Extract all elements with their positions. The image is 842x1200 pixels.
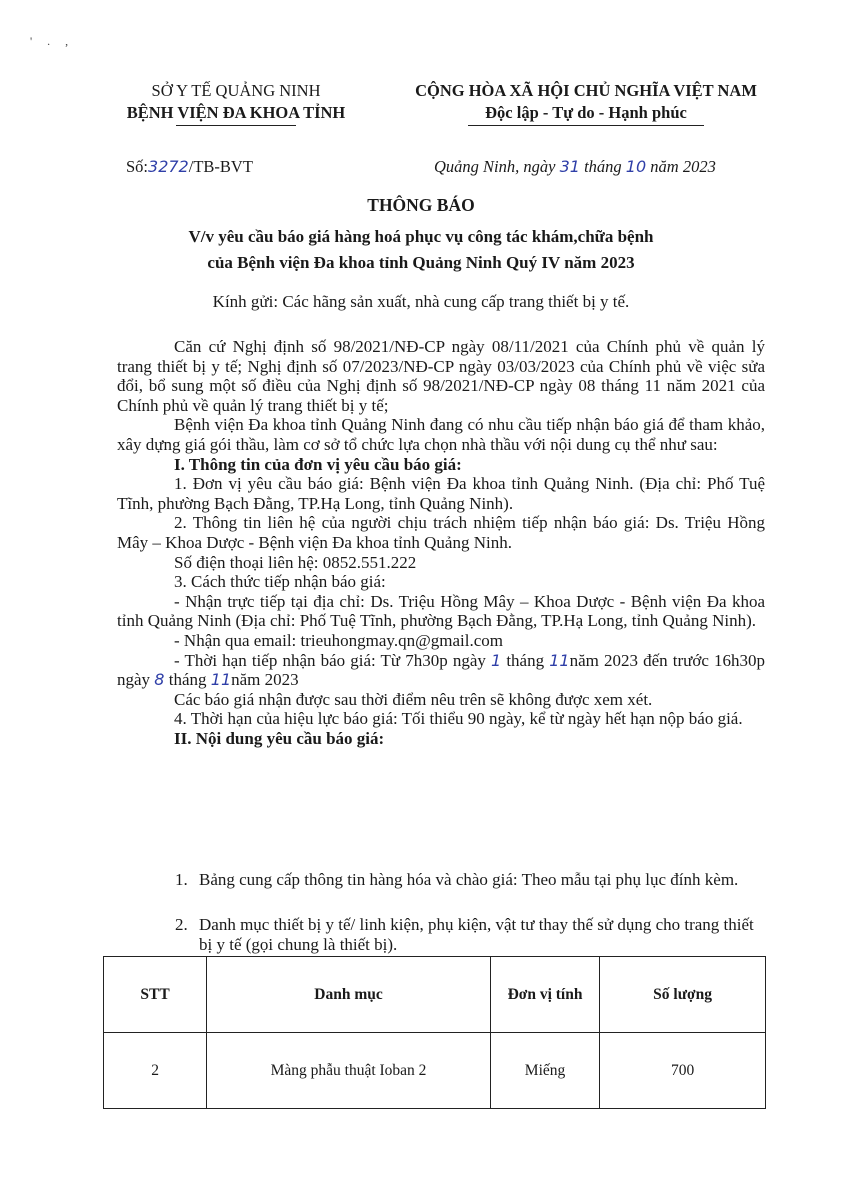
date-text-1: Quảng Ninh, ngày bbox=[434, 157, 560, 176]
issuer-header bbox=[96, 80, 376, 126]
deadline-text-2: tháng bbox=[501, 650, 550, 670]
recipient-line: Kính gửi: Các hãng sản xuất, nhà cung cấp trang thiết bị y tế. bbox=[212, 292, 630, 311]
section-1-heading: I. Thông tin của đơn vị yêu cầu báo giá: bbox=[174, 454, 462, 474]
document-number bbox=[126, 157, 253, 177]
deadline-text-5: năm 2023 bbox=[231, 670, 299, 690]
national-name: CỘNG HÒA XÃ HỘI CHỦ NGHĨA VIỆT NAM bbox=[415, 81, 757, 100]
numbered-item-1 bbox=[175, 870, 767, 890]
cell-stt: 2 bbox=[104, 1033, 207, 1109]
document-subject-line-2: của Bệnh viện Đa khoa tỉnh Quảng Ninh Quý IV năm 2023 bbox=[207, 253, 635, 272]
doc-number-handwritten: 3272 bbox=[148, 157, 189, 176]
purpose-paragraph: Bệnh viện Đa khoa tỉnh Quảng Ninh đang có nhu cầu tiếp nhận báo giá để tham khảo, xây dựng giá gói thầu, làm cơ sở tổ chức lựa chọn nhà thầu với nội dung cụ thể như sau: bbox=[117, 415, 765, 454]
deadline-end-month-handwritten: 11 bbox=[210, 670, 232, 690]
section-2-heading: II. Nội dung yêu cầu báo giá: bbox=[174, 728, 385, 748]
document-body bbox=[117, 337, 765, 748]
numbered-item-2 bbox=[175, 915, 767, 954]
receiving-in-person: - Nhận trực tiếp tại địa chỉ: Ds. Triệu Hồng Mây – Khoa Dược - Bệnh viện Đa khoa tỉnh Quảng Ninh (Địa chỉ: Phố Tuệ Tĩnh, phường Bạch Đằng, TP.Hạ Long, tỉnh Quảng Ninh). bbox=[117, 591, 765, 631]
col-header-item: Danh mục bbox=[207, 957, 491, 1033]
receiving-email: - Nhận qua email: trieuhongmay.qn@gmail.com bbox=[174, 630, 503, 650]
numbered-item-1-number: 1. bbox=[175, 870, 188, 889]
cell-unit: Miếng bbox=[490, 1033, 599, 1109]
deadline-text-3: năm 2023 đến trước 16h30p ngày bbox=[117, 650, 765, 690]
deadline-text-1: - Thời hạn tiếp nhận báo giá: Từ 7h30p ngày bbox=[174, 650, 492, 670]
table-header-row bbox=[104, 957, 766, 1033]
cell-quantity: 700 bbox=[600, 1033, 766, 1109]
deadline-start-month-handwritten: 11 bbox=[549, 650, 570, 670]
col-header-quantity: Số lượng bbox=[600, 957, 766, 1033]
date-day-handwritten: 31 bbox=[559, 157, 580, 176]
requesting-unit: 1. Đơn vị yêu cầu báo giá: Bệnh viện Đa khoa tỉnh Quảng Ninh. (Địa chỉ: Phố Tuệ Tĩnh, phường Bạch Đằng, TP.Hạ Long, tỉnh Quảng Ninh). bbox=[117, 474, 765, 513]
deadline-start-day-handwritten: 1 bbox=[491, 650, 502, 670]
national-motto: Độc lập - Tự do - Hạnh phúc bbox=[485, 103, 687, 122]
numbered-item-2-number: 2. bbox=[175, 915, 188, 934]
quote-validity: 4. Thời hạn của hiệu lực báo giá: Tối thiểu 90 ngày, kể từ ngày hết hạn nộp báo giá. bbox=[174, 709, 743, 729]
doc-number-suffix: /TB-BVT bbox=[188, 157, 253, 176]
legal-basis-paragraph: Căn cứ Nghị định số 98/2021/NĐ-CP ngày 08/11/2021 của Chính phủ về quản lý trang thiết bị y tế; Nghị định số 07/2023/NĐ-CP ngày 03/03/2023 của Chính phủ về việc sửa đổi, bổ sung một số điều của Nghị định số 98/2021/NĐ-CP ngày 08 tháng 11 năm 2021 của Chính phủ về quản lý trang thiết bị y tế; bbox=[117, 337, 765, 415]
deadline-end-day-handwritten: 8 bbox=[154, 670, 165, 690]
date-month-handwritten: 10 bbox=[625, 157, 647, 176]
doc-number-prefix: Số: bbox=[126, 157, 149, 176]
table-row bbox=[104, 1033, 766, 1109]
date-text-3: năm 2023 bbox=[646, 157, 716, 176]
numbered-item-1-text: Bảng cung cấp thông tin hàng hóa và chào giá: Theo mẫu tại phụ lục đính kèm. bbox=[199, 870, 739, 889]
scan-marks: ' . , bbox=[30, 34, 75, 48]
items-table bbox=[103, 956, 766, 1109]
contact-phone: Số điện thoại liên hệ: 0852.551.222 bbox=[174, 552, 417, 572]
document-title: THÔNG BÁO bbox=[367, 195, 475, 215]
col-header-unit: Đơn vị tính bbox=[490, 957, 599, 1033]
deadline-text-4: tháng bbox=[164, 670, 211, 690]
issuer-underline bbox=[176, 125, 296, 126]
late-quotes-note: Các báo giá nhận được sau thời điểm nêu trên sẽ không được xem xét. bbox=[174, 689, 653, 709]
national-header bbox=[386, 80, 786, 126]
numbered-item-2-text: Danh mục thiết bị y tế/ linh kiện, phụ kiện, vật tư thay thế sử dụng cho trang thiết bị y tế (gọi chung là thiết bị). bbox=[199, 915, 754, 954]
document-subject-line-1: V/v yêu cầu báo giá hàng hoá phục vụ công tác khám,chữa bệnh bbox=[188, 227, 654, 246]
motto-underline bbox=[468, 125, 704, 126]
issuer-department: SỞ Y TẾ QUẢNG NINH bbox=[151, 81, 321, 100]
document-date bbox=[434, 157, 716, 177]
issuer-hospital: BỆNH VIỆN ĐA KHOA TỈNH bbox=[126, 103, 346, 122]
date-text-2: tháng bbox=[579, 157, 626, 176]
receiving-deadline bbox=[117, 651, 765, 690]
contact-person: 2. Thông tin liên hệ của người chịu trách nhiệm tiếp nhận báo giá: Ds. Triệu Hồng Mây – Khoa Dược - Bệnh viện Đa khoa tỉnh Quảng Ninh. bbox=[117, 513, 765, 552]
receiving-method-heading: 3. Cách thức tiếp nhận báo giá: bbox=[174, 572, 386, 592]
col-header-stt: STT bbox=[104, 957, 207, 1033]
cell-item: Màng phẫu thuật Ioban 2 bbox=[207, 1033, 491, 1109]
